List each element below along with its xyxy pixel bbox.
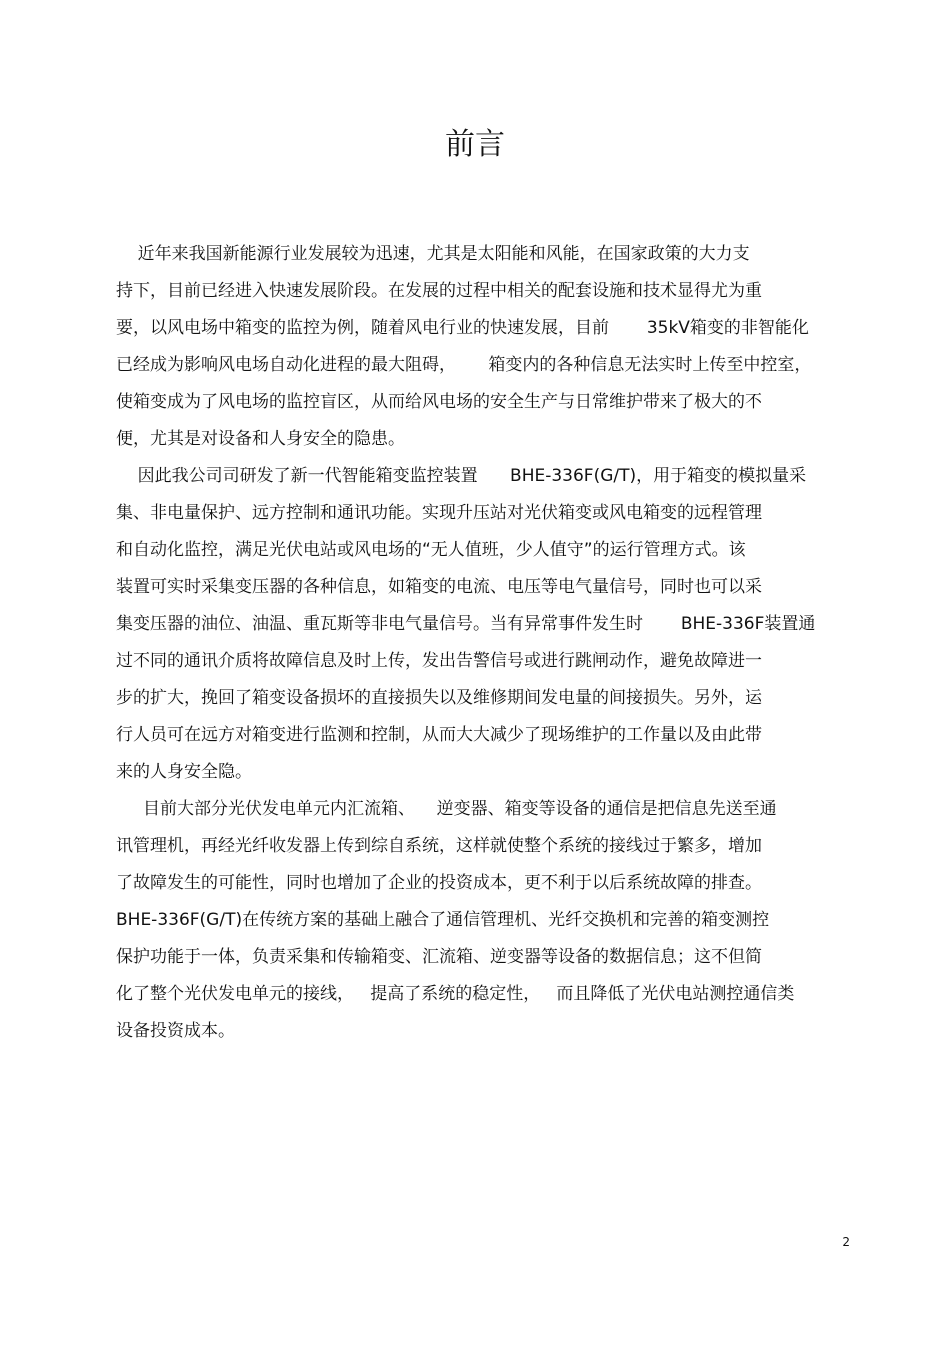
text-line: BHE-336F(G/T)在传统方案的基础上融合了通信管理机、光纤交换机和完善的箱变测控: [116, 910, 770, 930]
text-line: 行人员可在远方对箱变进行监测和控制，从而大大减少了现场维护的工作量以及由此带: [116, 725, 762, 745]
text-line: 来的人身安全隐。: [116, 762, 252, 782]
text-line: 已经成为影响风电场自动化进程的最大阻碍， 箱变内的各种信息无法实时上传至中控室，: [116, 355, 812, 375]
text-line: 集变压器的油位、油温、重瓦斯等非电气量信号。当有异常事件发生时 BHE-336F装置通: [116, 614, 816, 634]
text-line: 要，以风电场中箱变的监控为例，随着风电行业的快速发展，目前 35kV箱变的非智能化: [116, 318, 809, 338]
text-line: 过不同的通讯介质将故障信息及时上传，发出告警信号或进行跳闸动作，避免故障进一: [116, 651, 762, 671]
text-line: 化了整个光伏发电单元的接线， 提高了系统的稳定性， 而且降低了光伏电站测控通信类: [116, 984, 795, 1004]
text-line: 步的扩大，挽回了箱变设备损坏的直接损失以及维修期间发电量的间接损失。另外，运: [116, 688, 762, 708]
text-line: 了故障发生的可能性，同时也增加了企业的投资成本，更不利于以后系统故障的排查。: [116, 873, 762, 893]
page-title: 前言: [445, 127, 505, 162]
text-line: 讯管理机，再经光纤收发器上传到综自系统，这样就使整个系统的接线过于繁多，增加: [116, 836, 762, 856]
text-line: 近年来我国新能源行业发展较为迅速，尤其是太阳能和风能，在国家政策的大力支: [116, 244, 750, 264]
text-line: 使箱变成为了风电场的监控盲区，从而给风电场的安全生产与日常维护带来了极大的不: [116, 392, 762, 412]
text-line: 目前大部分光伏发电单元内汇流箱、 逆变器、箱变等设备的通信是把信息先送至通: [116, 799, 777, 819]
text-line: 保护功能于一体，负责采集和传输箱变、汇流箱、逆变器等设备的数据信息；这不但简: [116, 947, 762, 967]
text-line: 因此我公司司研发了新一代智能箱变监控装置 BHE-336F(G/T)，用于箱变的模拟量采: [116, 466, 807, 486]
page-number: 2: [842, 1235, 850, 1249]
text-line: 设备投资成本。: [116, 1021, 235, 1041]
body-text: [116, 236, 856, 1050]
text-line: 集、非电量保护、远方控制和通讯功能。实现升压站对光伏箱变或风电箱变的远程管理: [116, 503, 762, 523]
text-line: 便，尤其是对设备和人身安全的隐患。: [116, 429, 405, 449]
text-line: 装置可实时采集变压器的各种信息，如箱变的电流、电压等电气量信号，同时也可以采: [116, 577, 762, 597]
text-line: 持下，目前已经进入快速发展阶段。在发展的过程中相关的配套设施和技术显得尤为重: [116, 281, 762, 301]
text-line: 和自动化监控，满足光伏电站或风电场的“无人值班，少人值守”的运行管理方式。该: [116, 540, 746, 560]
